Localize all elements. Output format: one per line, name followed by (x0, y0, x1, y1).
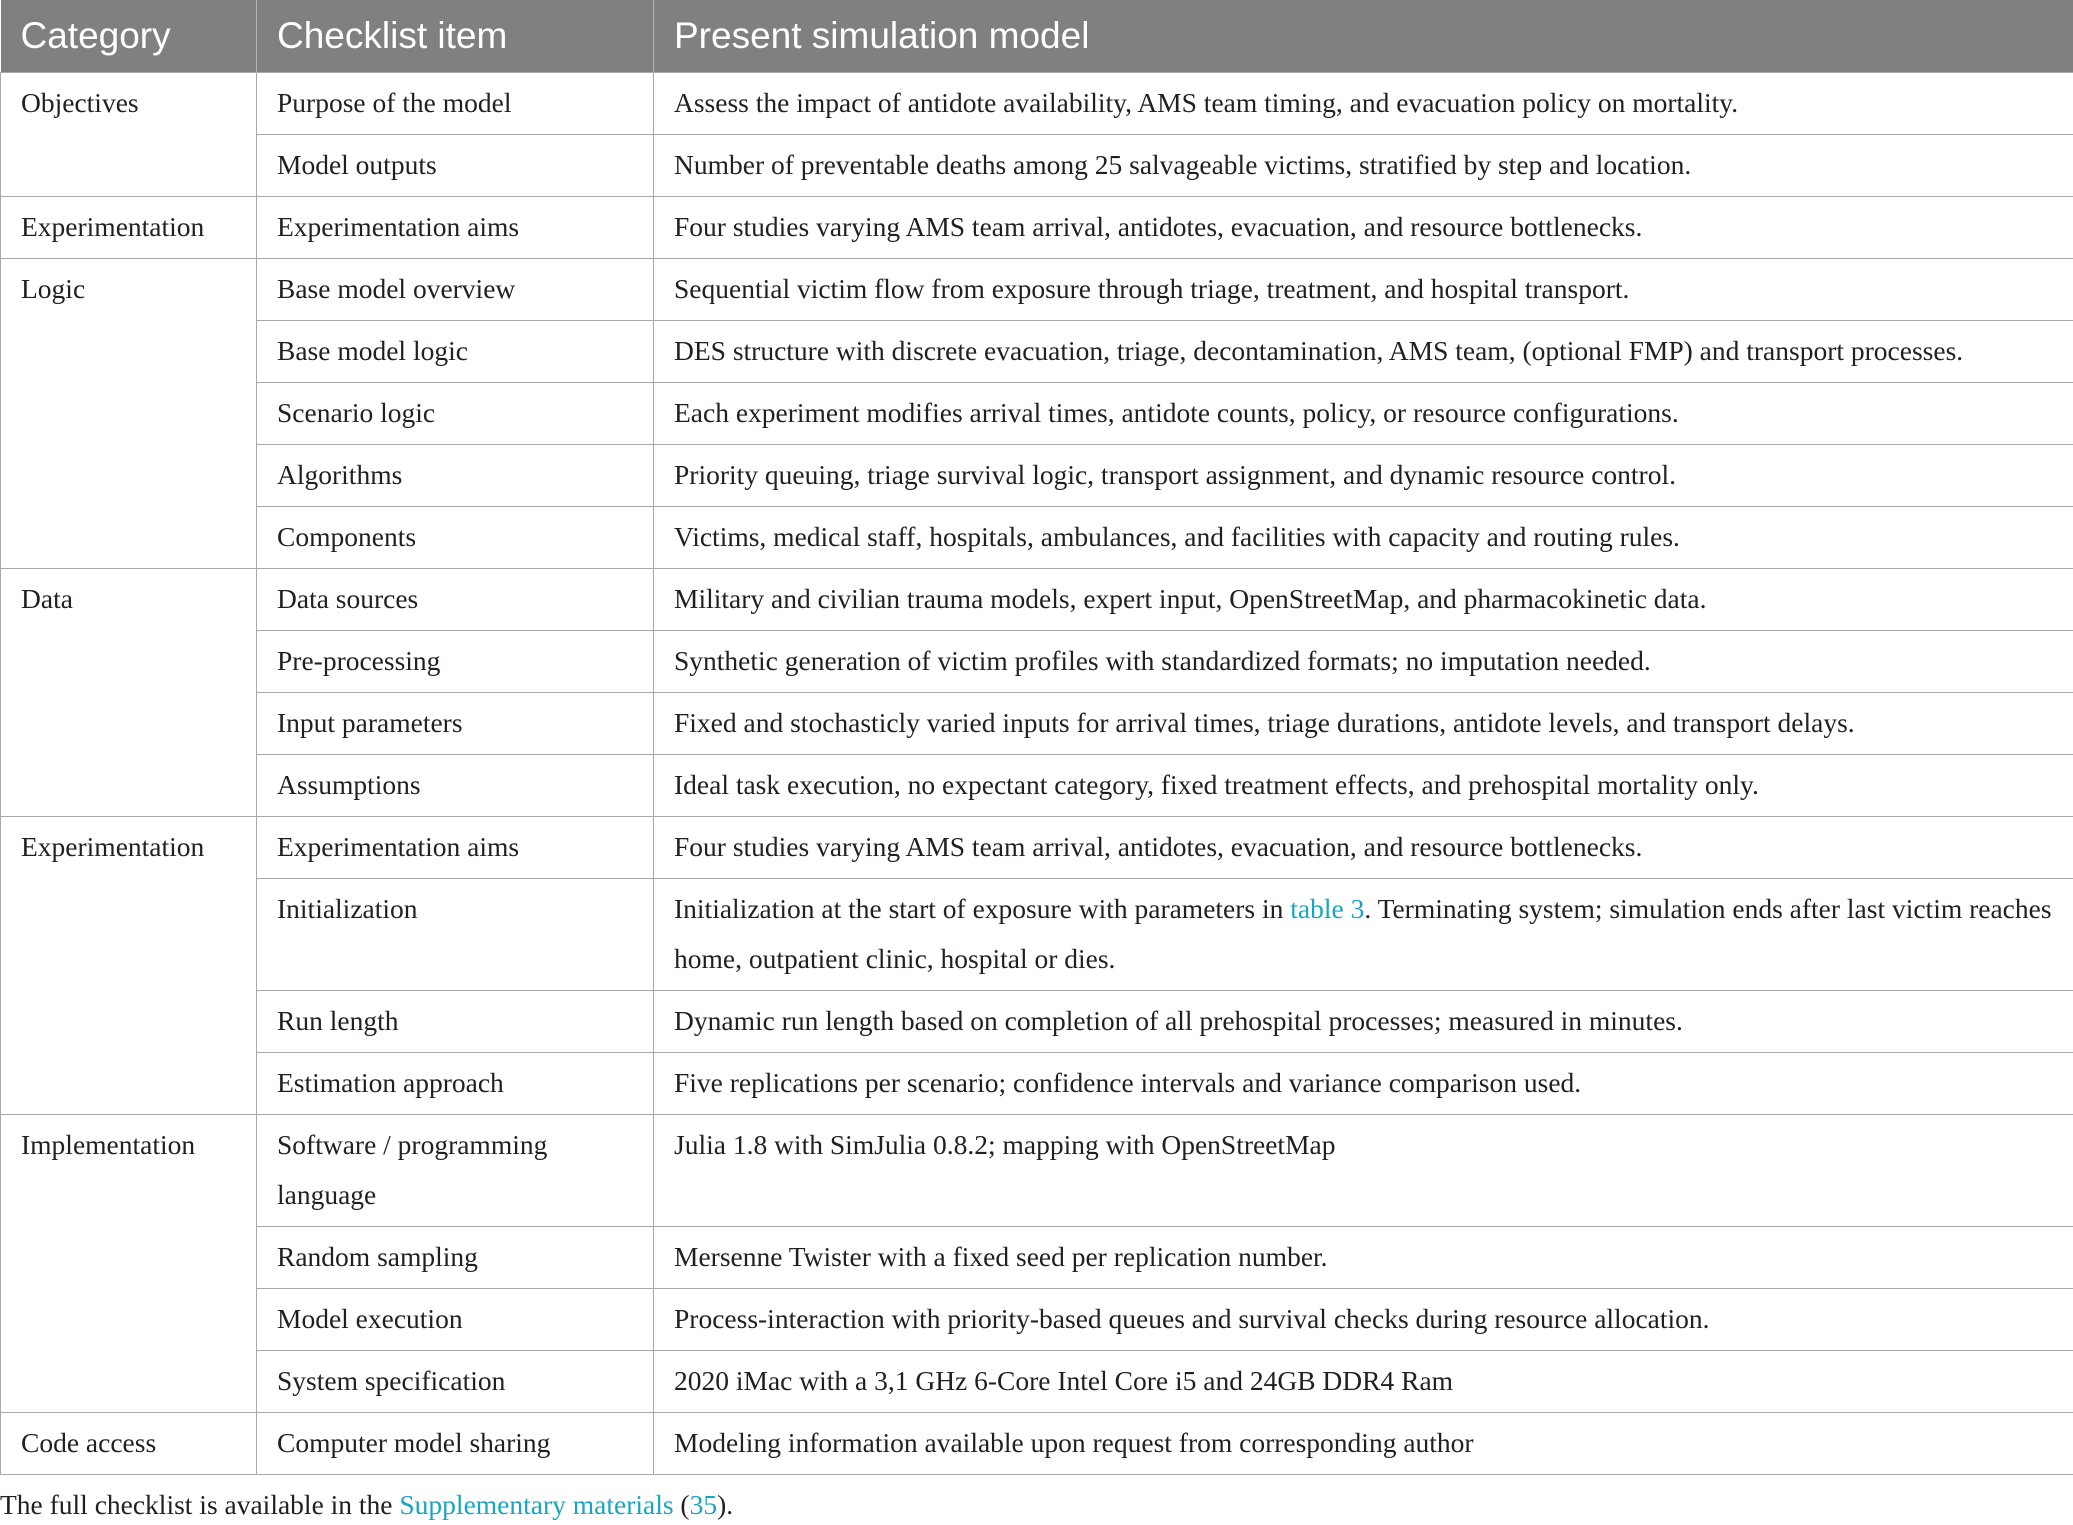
category-cell: Objectives (1, 73, 257, 197)
table-row (1, 507, 2073, 569)
table-header (1, 0, 2073, 73)
model-cell: Five replications per scenario; confidence intervals and variance comparison used. (654, 1053, 2073, 1115)
checklist-item-cell: Random sampling (257, 1227, 654, 1289)
model-cell: 2020 iMac with a 3,1 GHz 6-Core Intel Core i5 and 24GB DDR4 Ram (654, 1351, 2073, 1413)
table-row (1, 197, 2073, 259)
reference-35-link[interactable]: 35 (690, 1489, 718, 1520)
model-cell: Process-interaction with priority-based queues and survival checks during resource allocation. (654, 1289, 2073, 1351)
table-row (1, 445, 2073, 507)
header-present-simulation-model: Present simulation model (654, 0, 2073, 73)
model-cell: Synthetic generation of victim profiles with standardized formats; no imputation needed. (654, 631, 2073, 693)
header-category: Category (1, 0, 257, 73)
model-cell: Victims, medical staff, hospitals, ambulances, and facilities with capacity and routing rules. (654, 507, 2073, 569)
supplementary-materials-link[interactable]: Supplementary materials (399, 1489, 673, 1520)
model-cell: Mersenne Twister with a fixed seed per replication number. (654, 1227, 2073, 1289)
table-row (1, 1413, 2073, 1475)
checklist-item-cell: Model outputs (257, 135, 654, 197)
model-cell: Fixed and stochasticly varied inputs for arrival times, triage durations, antidote levels, and transport delays. (654, 693, 2073, 755)
table-row (1, 1053, 2073, 1115)
model-text-before-link: Initialization at the start of exposure with parameters in (674, 893, 1290, 924)
checklist-item-cell: Experimentation aims (257, 197, 654, 259)
table-row (1, 1289, 2073, 1351)
table-row (1, 1227, 2073, 1289)
table-3-link[interactable]: table 3 (1290, 893, 1364, 924)
table-row (1, 569, 2073, 631)
checklist-item-cell: Algorithms (257, 445, 654, 507)
footnote-text: The full checklist is available in the (0, 1489, 399, 1520)
table-row (1, 383, 2073, 445)
checklist-item-cell: Software / programming language (257, 1115, 654, 1227)
checklist-item-cell: Purpose of the model (257, 73, 654, 135)
table-row (1, 817, 2073, 879)
model-cell: Assess the impact of antidote availability, AMS team timing, and evacuation policy on mortality. (654, 73, 2073, 135)
model-text-after-link: . Terminating system; simulation ends after last victim reaches home, outpatient clinic, hospital or dies. (674, 893, 2052, 974)
checklist-item-cell: Scenario logic (257, 383, 654, 445)
table-row (1, 135, 2073, 197)
table-row (1, 755, 2073, 817)
checklist-item-cell: Assumptions (257, 755, 654, 817)
model-cell: Four studies varying AMS team arrival, antidotes, evacuation, and resource bottlenecks. (654, 817, 2073, 879)
category-cell: Experimentation (1, 817, 257, 1115)
header-checklist-item: Checklist item (257, 0, 654, 73)
checklist-item-cell: Data sources (257, 569, 654, 631)
table-row (1, 991, 2073, 1053)
table-row (1, 73, 2073, 135)
checklist-item-cell: System specification (257, 1351, 654, 1413)
model-cell: Four studies varying AMS team arrival, antidotes, evacuation, and resource bottlenecks. (654, 197, 2073, 259)
table-row (1, 1115, 2073, 1227)
checklist-item-cell: Model execution (257, 1289, 654, 1351)
checklist-item-cell: Pre-processing (257, 631, 654, 693)
model-cell: Number of preventable deaths among 25 salvageable victims, stratified by step and location. (654, 135, 2073, 197)
checklist-item-cell: Computer model sharing (257, 1413, 654, 1475)
model-cell: Sequential victim flow from exposure through triage, treatment, and hospital transport. (654, 259, 2073, 321)
checklist-item-cell: Estimation approach (257, 1053, 654, 1115)
footnote-paren-open: ( (674, 1489, 690, 1520)
table-row (1, 321, 2073, 383)
model-cell: Each experiment modifies arrival times, antidote counts, policy, or resource configurations. (654, 383, 2073, 445)
model-cell (654, 879, 2073, 991)
model-cell: Julia 1.8 with SimJulia 0.8.2; mapping with OpenStreetMap (654, 1115, 2073, 1227)
category-cell: Implementation (1, 1115, 257, 1413)
checklist-item-cell: Components (257, 507, 654, 569)
model-cell: Military and civilian trauma models, expert input, OpenStreetMap, and pharmacokinetic data. (654, 569, 2073, 631)
table-row (1, 693, 2073, 755)
table-row (1, 631, 2073, 693)
checklist-item-cell: Base model logic (257, 321, 654, 383)
table-footnote (0, 1475, 2073, 1525)
model-cell: Ideal task execution, no expectant category, fixed treatment effects, and prehospital mortality only. (654, 755, 2073, 817)
category-cell: Code access (1, 1413, 257, 1475)
checklist-item-cell: Experimentation aims (257, 817, 654, 879)
category-cell: Experimentation (1, 197, 257, 259)
category-cell: Logic (1, 259, 257, 569)
table-row (1, 879, 2073, 991)
footnote-paren-close: ). (717, 1489, 733, 1520)
table-row (1, 259, 2073, 321)
model-cell: Modeling information available upon request from corresponding author (654, 1413, 2073, 1475)
checklist-item-cell: Run length (257, 991, 654, 1053)
model-cell: DES structure with discrete evacuation, triage, decontamination, AMS team, (optional FMP) and transport processes. (654, 321, 2073, 383)
model-cell: Priority queuing, triage survival logic, transport assignment, and dynamic resource control. (654, 445, 2073, 507)
checklist-item-cell: Input parameters (257, 693, 654, 755)
category-cell: Data (1, 569, 257, 817)
checklist-item-cell: Base model overview (257, 259, 654, 321)
header-row (1, 0, 2073, 73)
table-row (1, 1351, 2073, 1413)
checklist-item-cell: Initialization (257, 879, 654, 991)
model-cell: Dynamic run length based on completion of all prehospital processes; measured in minutes. (654, 991, 2073, 1053)
